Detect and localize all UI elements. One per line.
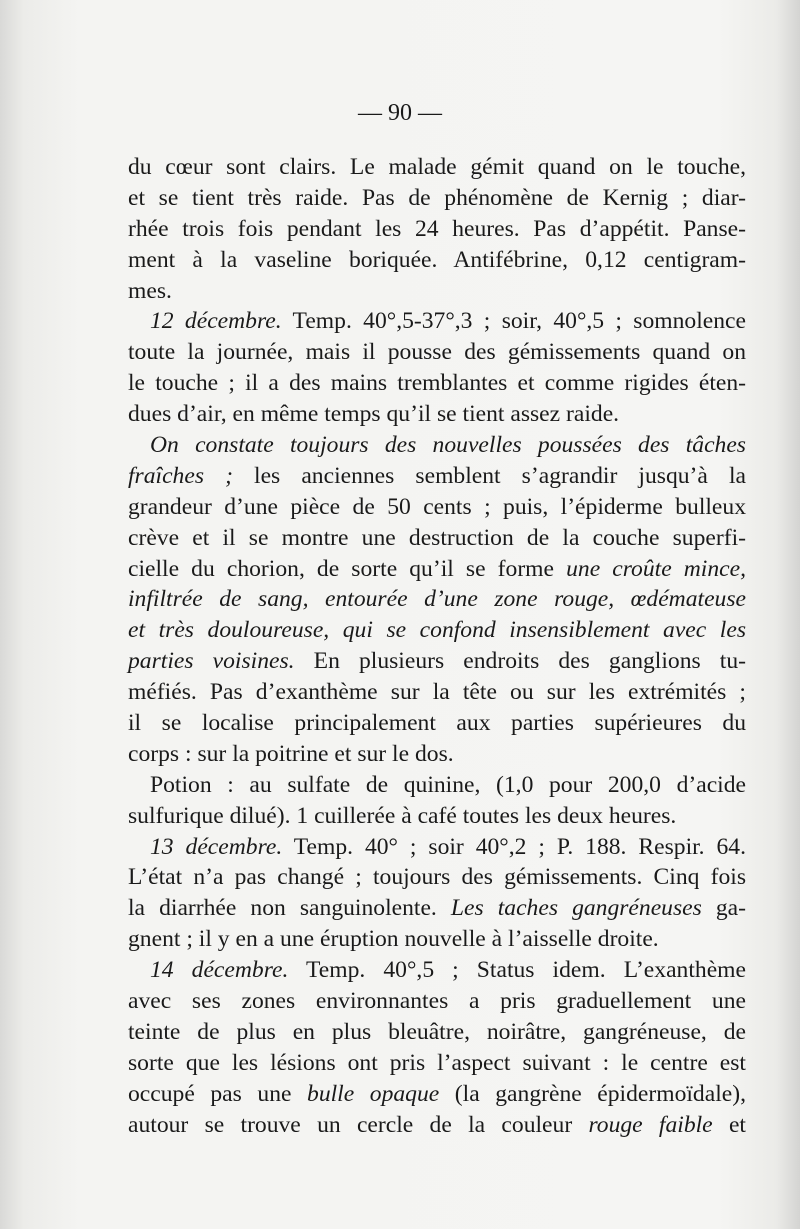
roman-text: (la gangrène épidermoïdale), <box>439 1080 746 1107</box>
roman-text: L’état n’a pas changé ; toujours des gémissements. Cinq fois <box>128 864 746 891</box>
text-line <box>128 893 746 924</box>
text-line <box>128 399 746 430</box>
text-line <box>128 801 746 832</box>
text-line <box>128 183 746 214</box>
text-line <box>128 646 746 677</box>
italic-text: fraîches ; <box>128 462 233 489</box>
roman-text: gnent ; il y en a une éruption nouvelle à l’aisselle droite. <box>128 926 659 953</box>
roman-text: Temp. 40°,5-37°,3 ; soir, 40°,5 ; somnolence <box>281 308 747 335</box>
text-line <box>128 306 746 337</box>
text-line <box>128 708 746 739</box>
body-text <box>128 152 746 1141</box>
roman-text: crève et il se montre une destruction de la couche superfi- <box>128 524 746 551</box>
roman-text: grandeur d’une pièce de 50 cents ; puis, l’épiderme bulleux <box>128 493 746 520</box>
text-line <box>128 492 746 523</box>
text-line <box>128 337 746 368</box>
roman-text: occupé pas une <box>128 1080 308 1107</box>
roman-text: Temp. 40°,5 ; Status idem. L’exanthème <box>288 957 746 984</box>
roman-text: dues d’air, en même temps qu’il se tient assez raide. <box>128 401 620 428</box>
text-line <box>128 986 746 1017</box>
text-line <box>128 368 746 399</box>
italic-text: rouge faible <box>588 1111 713 1138</box>
text-line <box>128 584 746 615</box>
text-line <box>128 1017 746 1048</box>
roman-text: ment à la vaseline boriquée. Antifébrine, 0,12 centigram- <box>128 246 746 273</box>
roman-text: ga- <box>701 895 746 922</box>
roman-text: cielle du chorion, de sorte qu’il se forme <box>128 555 567 582</box>
italic-text: une croûte mince, <box>566 555 747 582</box>
text-line <box>128 955 746 986</box>
roman-text: et <box>712 1111 746 1138</box>
text-line <box>128 832 746 863</box>
roman-text: autour se trouve un cercle de la couleur <box>128 1111 589 1138</box>
text-line <box>128 461 746 492</box>
page-number: — 90 — <box>358 100 442 126</box>
italic-text: bulle opaque <box>307 1080 440 1107</box>
roman-text: teinte de plus en plus bleuâtre, noirâtre, gangréneuse, de <box>128 1018 746 1045</box>
italic-text: 14 décembre. <box>150 957 289 984</box>
text-line <box>128 245 746 276</box>
italic-text: et très douloureuse, qui se confond insensiblement avec les <box>128 617 746 644</box>
roman-text: sulfurique dilué). 1 cuillerée à café toutes les deux heures. <box>128 802 677 829</box>
text-line <box>128 770 746 801</box>
italic-text: 13 décembre. <box>150 833 283 860</box>
roman-text: corps : sur la poitrine et sur le dos. <box>128 740 454 767</box>
roman-text: il se localise principalement aux parties supérieures du <box>128 710 746 737</box>
roman-text: toute la journée, mais il pousse des gémissements quand on <box>128 339 746 366</box>
text-line <box>128 924 746 955</box>
text-line <box>128 739 746 770</box>
text-line <box>128 214 746 245</box>
roman-text: les anciennes semblent s’agrandir jusqu’à la <box>232 462 746 489</box>
roman-text: du cœur sont clairs. Le malade gémit quand on le touche, <box>128 154 746 180</box>
italic-text: parties voisines. <box>128 648 295 675</box>
roman-text: la diarrhée non sanguinolente. <box>128 895 451 922</box>
text-line <box>128 1048 746 1079</box>
roman-text: En plusieurs endroits des ganglions tu- <box>294 648 746 675</box>
roman-text: et se tient très raide. Pas de phénomène de Kernig ; diar- <box>128 184 746 211</box>
roman-text: Temp. 40° ; soir 40°,2 ; P. 188. Respir. 64. <box>282 833 746 860</box>
text-line <box>128 554 746 585</box>
text-line <box>128 677 746 708</box>
italic-text: infiltrée de sang, entourée d’une zone rouge, œdémateuse <box>128 586 746 613</box>
italic-text: On constate toujours des nouvelles poussées des tâches <box>150 432 746 459</box>
text-line <box>128 862 746 893</box>
italic-text: Les taches gangréneuses <box>450 895 702 922</box>
roman-text: rhée trois fois pendant les 24 heures. Pas d’appétit. Panse- <box>128 215 746 242</box>
text-line <box>128 1110 746 1141</box>
italic-text: 12 décembre. <box>150 308 282 335</box>
text-line <box>128 430 746 461</box>
roman-text: mes. <box>128 277 172 304</box>
roman-text: méfiés. Pas d’exanthème sur la tête ou sur les extrémités ; <box>128 679 746 706</box>
text-line <box>128 615 746 646</box>
text-line <box>128 523 746 554</box>
roman-text: sorte que les lésions ont pris l’aspect suivant : le centre est <box>128 1049 746 1076</box>
text-line <box>128 276 746 307</box>
roman-text: le touche ; il a des mains tremblantes et comme rigides éten- <box>128 370 746 397</box>
text-line <box>128 1079 746 1110</box>
roman-text: avec ses zones environnantes a pris graduellement une <box>128 988 746 1015</box>
text-line <box>128 152 746 183</box>
roman-text: Potion : au sulfate de quinine, (1,0 pour 200,0 d’acide <box>150 771 746 798</box>
